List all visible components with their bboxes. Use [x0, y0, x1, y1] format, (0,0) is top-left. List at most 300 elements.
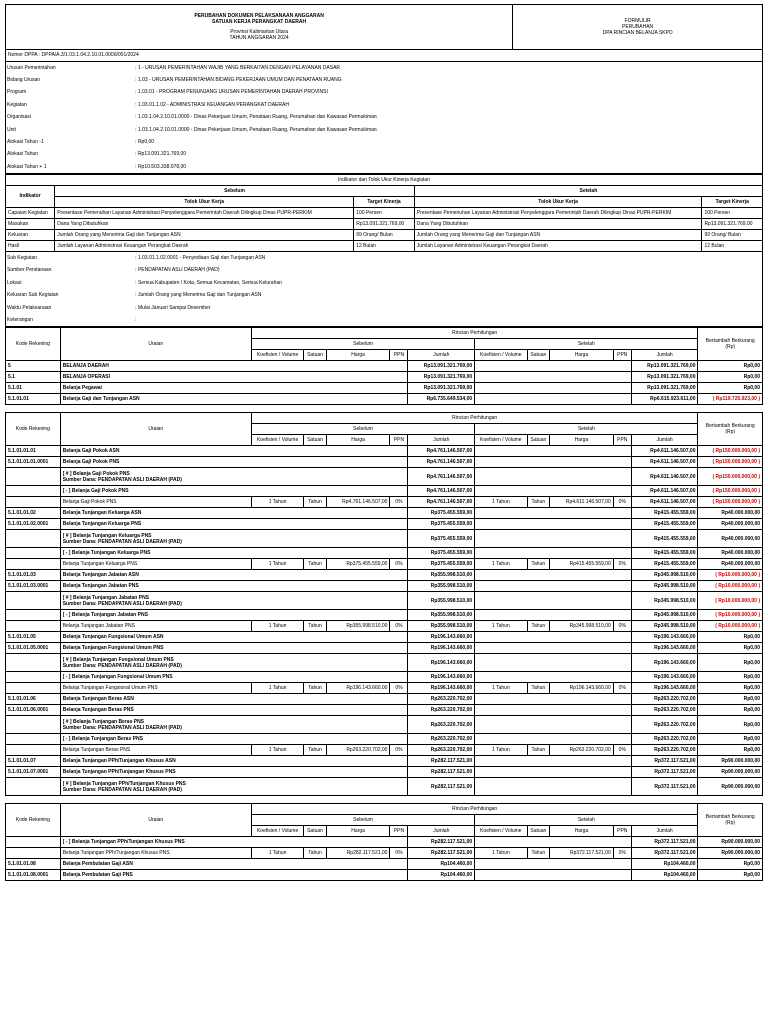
meta-row [7, 99, 761, 111]
meta-value: : Mulai Januari Sampai Desember [135, 304, 211, 311]
tolok-after: Dana Yang Dibutuhkan [414, 219, 702, 230]
meta-value: : Jumlah Orang yang Menerima Gaji dan Tunjangan ASN [135, 292, 262, 299]
meta-value: : 1.03.01.1.02.0001 - Penyediaan Gaji dan Tunjangan ASN [135, 255, 266, 262]
jumlah-cell: Rp263.220.702,00 [408, 705, 475, 716]
jumlah-cell: Rp375.455.559,00 [408, 508, 475, 519]
table-row [6, 672, 763, 683]
empty-cell [475, 694, 632, 705]
selisih-cell: Rp0,00 [698, 870, 763, 881]
selisih-cell: Rp0,00 [698, 683, 763, 694]
jumlah-cell: Rp196.143.660,00 [631, 683, 698, 694]
koef-header: Koefisien / Volume [251, 826, 303, 837]
uraian-text: [ # ] Belanja Tunjangan Keluarga PNS [62, 532, 152, 539]
meta-label: Sumber Pendanaan [7, 267, 52, 274]
table-row [6, 446, 763, 457]
kode-cell: 5.1.01.01.07.0001 [6, 767, 61, 778]
jumlah-cell: Rp4.611.146.507,00 [631, 446, 698, 457]
selisih-cell: ( Rp10.000.000,00 ) [698, 610, 763, 621]
uraian-cell [60, 486, 408, 497]
empty-cell [475, 446, 632, 457]
meta2-table [7, 252, 761, 326]
satuan-cell: Tahun [304, 559, 326, 570]
selisih-cell: Rp40.000.000,00 [698, 559, 763, 570]
kode-cell: 5.1.01.01.01.0001 [6, 457, 61, 468]
koef-cell: 1 Tahun [475, 497, 527, 508]
selisih-cell: Rp0,00 [698, 383, 763, 394]
meta-value: : 1.03.01 - PROGRAM PENUNJANG URUSAN PEMERINTAHAN DAERAH PROVINSI [135, 89, 328, 96]
jumlah-cell: Rp4.761.146.507,00 [408, 446, 475, 457]
satuan-header: Satuan [527, 350, 549, 361]
target-after: 99 Orang/ Bulan [702, 230, 763, 241]
selisih-cell: ( Rp150.000.000,00 ) [698, 446, 763, 457]
koef-cell: 1 Tahun [251, 621, 303, 632]
meta-value: : Rp0,00 [135, 138, 155, 145]
uraian-text: [ # ] Belanja Tunjangan PPh/Tunjangan Khusus PNS [62, 780, 186, 787]
jumlah-header: Jumlah [408, 350, 475, 361]
selisih-cell: Rp0,00 [698, 745, 763, 756]
jumlah-cell: Rp13.091.321.769,00 [631, 372, 698, 383]
selisih-cell: Rp40.000.000,00 [698, 519, 763, 530]
kode-cell [6, 468, 61, 486]
meta-row [7, 302, 761, 314]
kode-cell [6, 716, 61, 734]
harga-cell: Rp372.117.521,00 [550, 848, 614, 859]
kode-cell: 5.1.01.01.01 [6, 446, 61, 457]
koef-header: Koefisien / Volume [475, 350, 527, 361]
table-row [6, 705, 763, 716]
header-title-cell [6, 5, 513, 50]
kode-cell: 5.1.01.01.05.0001 [6, 643, 61, 654]
form-label-3: DPA RINCIAN BELANJA SKPD [602, 30, 673, 37]
jumlah-cell: Rp6.615.923.611,00 [631, 394, 698, 405]
meta-label: Waktu Pelaksanaan [7, 304, 52, 311]
header-form-cell [513, 5, 763, 50]
jumlah-cell: Rp4.761.146.507,00 [408, 468, 475, 486]
selisih-cell: Rp90.000.000,00 [698, 756, 763, 767]
satuan-cell: Tahun [527, 848, 549, 859]
tolok-before: Jumlah Layanan Administrasi Keuangan Perangkat Daerah [55, 241, 354, 252]
ppn-cell: 0% [390, 683, 408, 694]
jumlah-cell: Rp372.117.521,00 [631, 778, 698, 796]
uraian-cell [60, 756, 408, 767]
meta-value: : [135, 317, 137, 324]
sumber-dana: Sumber Dana: PENDAPATAN ASLI DAERAH (PAD) [62, 600, 182, 607]
table-row [6, 581, 763, 592]
jumlah-cell: Rp263.220.702,00 [631, 734, 698, 745]
satuan-cell: Tahun [527, 683, 549, 694]
selisih-cell: Rp0,00 [698, 361, 763, 372]
jumlah-cell: Rp355.998.510,00 [408, 621, 475, 632]
empty-cell [475, 610, 632, 621]
satuan-cell: Tahun [527, 745, 549, 756]
uraian-text: Belanja Gaji dan Tunjangan ASN [62, 396, 140, 403]
uraian-cell [60, 468, 408, 486]
table-row [6, 643, 763, 654]
uraian-cell [60, 530, 408, 548]
empty-cell [475, 592, 632, 610]
selisih-cell: ( Rp10.000.000,00 ) [698, 570, 763, 581]
uraian-text: Belanja Tunjangan Beras ASN [62, 696, 134, 703]
rincian-head-row [6, 328, 763, 339]
jumlah-cell: Rp263.220.702,00 [408, 694, 475, 705]
koef-header: Koefisien / Volume [475, 435, 527, 446]
uraian-text: [ # ] Belanja Tunjangan Beras PNS [62, 718, 145, 725]
jumlah-cell: Rp13.091.321.769,00 [408, 383, 475, 394]
ppn-header: PPN [613, 350, 631, 361]
table-row [6, 383, 763, 394]
uraian-cell [60, 548, 408, 559]
tolok-header-2: Tolok Ukur Kerja [414, 197, 702, 208]
setelah-header: Setelah [475, 815, 698, 826]
ppn-cell: 0% [613, 621, 631, 632]
uraian-text: BELANJA OPERASI [62, 374, 111, 381]
empty-cell [475, 548, 632, 559]
meta-value: : PENDAPATAN ASLI DAERAH (PAD) [135, 267, 220, 274]
selisih-cell: Rp40.000.000,00 [698, 508, 763, 519]
kode-cell [6, 745, 61, 756]
jumlah-cell: Rp196.143.660,00 [408, 643, 475, 654]
harga-cell: Rp345.998.510,00 [550, 621, 614, 632]
selisih-cell: ( Rp150.000.000,00 ) [698, 497, 763, 508]
target-header-1: Target Kinerja [354, 197, 415, 208]
indicator-name: Hasil [6, 241, 55, 252]
kode-cell [6, 654, 61, 672]
jumlah-cell: Rp355.998.510,00 [408, 581, 475, 592]
harga-cell: Rp4.761.146.507,00 [326, 497, 390, 508]
ppn-header: PPN [390, 826, 408, 837]
table-row [6, 468, 763, 486]
table-row [6, 745, 763, 756]
header-title-1: PERUBAHAN DOKUMEN PELAKSANAAN ANGGARAN [194, 13, 324, 19]
indicator-row [6, 208, 763, 219]
jumlah-cell: Rp372.117.521,00 [631, 848, 698, 859]
kode-cell: 5.1 [6, 372, 61, 383]
rincian-table-detail [5, 412, 763, 796]
uraian-cell [60, 508, 408, 519]
empty-cell [475, 716, 632, 734]
table-row [6, 837, 763, 848]
satuan-cell: Tahun [527, 621, 549, 632]
ppn-cell: 0% [390, 745, 408, 756]
harga-cell: Rp196.143.660,00 [550, 683, 614, 694]
jumlah-cell: Rp4.761.146.507,00 [408, 457, 475, 468]
selisih-cell: ( Rp10.000.000,00 ) [698, 592, 763, 610]
jumlah-cell: Rp196.143.660,00 [408, 683, 475, 694]
table-row [6, 778, 763, 796]
uraian-cell [60, 694, 408, 705]
jumlah-cell: Rp4.611.146.507,00 [631, 457, 698, 468]
uraian-cell [60, 446, 408, 457]
selisih-cell: ( Rp10.000.000,00 ) [698, 621, 763, 632]
uraian-cell: Belanja Tunjangan Keluarga PNS [60, 559, 251, 570]
meta-value: : 1.03.1.04.2.10.01.0000 - Dinas Pekerjaan Umum, Penataan Ruang, Perumahan dan Kawasan Permukiman [135, 114, 377, 121]
uraian-cell: Belanja Tunjangan Fungsional Umum PNS [60, 683, 251, 694]
kode-cell: 5.1.01.01.02 [6, 508, 61, 519]
meta-value: : 1.03.01.1.02 - ADMINISTRASI KEUANGAN PERANGKAT DAERAH [135, 101, 289, 108]
selisih-cell: ( Rp10.000.000,00 ) [698, 581, 763, 592]
meta2-section [5, 252, 763, 327]
selisih-cell: Rp40.000.000,00 [698, 548, 763, 559]
jumlah-cell: Rp355.998.510,00 [408, 592, 475, 610]
table-row [6, 610, 763, 621]
harga-header: Harga [550, 350, 614, 361]
uraian-text: BELANJA DAERAH [62, 363, 109, 370]
meta-label: Kegiatan [7, 101, 27, 108]
kode-cell [6, 592, 61, 610]
jumlah-cell: Rp263.220.702,00 [408, 716, 475, 734]
ppn-cell: 0% [390, 497, 408, 508]
empty-cell [475, 734, 632, 745]
koef-cell: 1 Tahun [251, 497, 303, 508]
uraian-cell [60, 383, 408, 394]
indicator-table [5, 174, 763, 252]
jumlah-cell: Rp196.143.660,00 [408, 654, 475, 672]
meta-value: : Rp13.091.321.769,00 [135, 151, 187, 158]
kode-cell [6, 559, 61, 570]
uraian-text: [ # ] Belanja Tunjangan Fungsional Umum PNS [62, 656, 174, 663]
harga-cell: Rp282.117.521,00 [326, 848, 390, 859]
kode-cell [6, 734, 61, 745]
meta-value: : Semua Kabupaten / Kota, Semua Kecamatan, Semua Kelurahan [135, 279, 282, 286]
indicator-name: Masukan [6, 219, 55, 230]
table-row [6, 734, 763, 745]
target-before: 12 Bulan [354, 241, 415, 252]
harga-cell: Rp196.143.660,00 [326, 683, 390, 694]
uraian-cell [60, 519, 408, 530]
empty-cell [475, 837, 632, 848]
empty-cell [475, 778, 632, 796]
koef-header: Koefisien / Volume [251, 350, 303, 361]
empty-cell [475, 643, 632, 654]
meta-row [7, 148, 761, 160]
jumlah-cell: Rp415.455.559,00 [631, 508, 698, 519]
table-row [6, 519, 763, 530]
empty-cell [475, 486, 632, 497]
uraian-cell [60, 654, 408, 672]
jumlah-cell: Rp196.143.660,00 [631, 672, 698, 683]
ppn-header: PPN [390, 435, 408, 446]
table-row [6, 683, 763, 694]
sebelum-header: Sebelum [251, 424, 474, 435]
harga-header: Harga [326, 350, 390, 361]
jumlah-cell: Rp13.091.321.769,00 [631, 383, 698, 394]
koef-cell: 1 Tahun [475, 621, 527, 632]
meta-value: : Rp10.503.338.078,00 [135, 163, 187, 170]
sebelum-header: Sebelum [251, 815, 474, 826]
jumlah-cell: Rp263.220.702,00 [631, 694, 698, 705]
empty-cell [475, 672, 632, 683]
table-row [6, 508, 763, 519]
selisih-cell: ( Rp150.000.000,00 ) [698, 486, 763, 497]
meta-label: Organisasi [7, 114, 31, 121]
kode-cell [6, 530, 61, 548]
uraian-cell [60, 394, 408, 405]
form-label-2: PERUBAHAN [622, 23, 654, 30]
uraian-text: Belanja Tunjangan Fungsional Umum ASN [62, 634, 164, 641]
kode-header: Kode Rekening [6, 413, 61, 446]
uraian-header: Uraian [60, 328, 251, 361]
meta-label: Alokasi Tahun -1 [7, 138, 44, 145]
selisih-cell: Rp0,00 [698, 643, 763, 654]
uraian-cell [60, 705, 408, 716]
sumber-dana: Sumber Dana: PENDAPATAN ASLI DAERAH (PAD) [62, 662, 182, 669]
jumlah-cell: Rp345.998.510,00 [631, 621, 698, 632]
uraian-cell [60, 870, 408, 881]
indicator-title: Indikator dan Tolok Ukur Kinerja Kegiatan [6, 175, 763, 186]
jumlah-cell: Rp263.220.702,00 [408, 734, 475, 745]
table-row [6, 859, 763, 870]
meta-label: Alokasi Tahun [7, 151, 39, 158]
uraian-text: Belanja Gaji Pokok PNS [62, 459, 120, 466]
jumlah-cell: Rp104.460,00 [631, 870, 698, 881]
satuan-cell: Tahun [527, 559, 549, 570]
jumlah-cell: Rp263.220.702,00 [631, 745, 698, 756]
ppn-cell: 0% [613, 745, 631, 756]
jumlah-cell: Rp196.143.660,00 [631, 632, 698, 643]
meta-row [7, 123, 761, 135]
uraian-text: Belanja Tunjangan Jabatan PNS [62, 583, 139, 590]
empty-cell [475, 468, 632, 486]
target-after: 100 Persen [702, 208, 763, 219]
jumlah-cell: Rp372.117.521,00 [631, 756, 698, 767]
indicator-row [6, 219, 763, 230]
jumlah-cell: Rp104.460,00 [631, 859, 698, 870]
uraian-text: [ - ] Belanja Tunjangan Keluarga PNS [62, 550, 151, 557]
empty-cell [475, 508, 632, 519]
meta-row [7, 136, 761, 148]
ppn-cell: 0% [390, 848, 408, 859]
jumlah-cell: Rp4.761.146.507,00 [408, 497, 475, 508]
koef-cell: 1 Tahun [475, 683, 527, 694]
uraian-text: Belanja Gaji Pokok ASN [62, 448, 120, 455]
dpa-number-row [5, 50, 763, 62]
selisih-cell: Rp0,00 [698, 859, 763, 870]
meta-label: Urusan Pemerintahan [7, 64, 56, 71]
meta-label: Lokasi [7, 279, 22, 286]
meta-label: Keterangan [7, 317, 33, 324]
kode-cell [6, 621, 61, 632]
satuan-header: Satuan [304, 826, 326, 837]
jumlah-cell: Rp375.455.559,00 [408, 530, 475, 548]
harga-cell: Rp263.220.702,00 [550, 745, 614, 756]
satuan-cell: Tahun [304, 745, 326, 756]
sumber-dana: Sumber Dana: PENDAPATAN ASLI DAERAH (PAD) [62, 538, 182, 545]
empty-cell [475, 581, 632, 592]
kode-cell [6, 486, 61, 497]
header-province: Provinsi Kalimantan Utara [230, 28, 288, 35]
kode-cell: 5.1.01.01.05 [6, 632, 61, 643]
uraian-text: Belanja Tunjangan Beras PNS [62, 707, 134, 714]
uraian-header: Uraian [60, 413, 251, 446]
jumlah-header: Jumlah [631, 350, 698, 361]
kode-header: Kode Rekening [6, 804, 61, 837]
meta-row [7, 111, 761, 123]
selisih-cell: Rp0,00 [698, 654, 763, 672]
ppn-header: PPN [390, 350, 408, 361]
meta-row [7, 289, 761, 301]
meta-label: Alokasi Tahun + 1 [7, 163, 47, 170]
table-row [6, 497, 763, 508]
satuan-cell: Tahun [304, 683, 326, 694]
kode-cell: 5.1.01.01.08 [6, 859, 61, 870]
jumlah-cell: Rp13.091.321.769,00 [408, 372, 475, 383]
jumlah-cell: Rp13.091.321.769,00 [631, 361, 698, 372]
harga-header: Harga [550, 826, 614, 837]
jumlah-header: Jumlah [631, 435, 698, 446]
table-row [6, 632, 763, 643]
sumber-dana: Sumber Dana: PENDAPATAN ASLI DAERAH (PAD) [62, 724, 182, 731]
rincian-head-row [6, 413, 763, 424]
uraian-text: [ # ] Belanja Tunjangan Jabatan PNS [62, 594, 150, 601]
jumlah-cell: Rp375.455.559,00 [408, 548, 475, 559]
selisih-cell: Rp0,00 [698, 716, 763, 734]
bertambah-header: Bertambah Berkurang (Rp) [698, 804, 763, 837]
harga-cell: Rp263.220.702,00 [326, 745, 390, 756]
kode-cell: 5.1.01.01.08.0001 [6, 870, 61, 881]
tolok-after: Presentase Pemenuhan Layanan Administrasi Penyelenggara Pemerintah Daerah Dilingkup Dinas PUPR-PERKIM [414, 208, 702, 219]
jumlah-cell: Rp263.220.702,00 [631, 705, 698, 716]
empty-cell [475, 767, 632, 778]
jumlah-cell: Rp4.611.146.507,00 [631, 486, 698, 497]
jumlah-cell: Rp282.117.521,00 [408, 756, 475, 767]
uraian-cell [60, 672, 408, 683]
ppn-header: PPN [613, 826, 631, 837]
jumlah-cell: Rp104.460,00 [408, 870, 475, 881]
meta-row [7, 314, 761, 326]
table-row [6, 559, 763, 570]
indicator-name: Keluaran [6, 230, 55, 241]
jumlah-cell: Rp196.143.660,00 [408, 672, 475, 683]
harga-cell: Rp355.998.510,00 [326, 621, 390, 632]
harga-cell: Rp4.611.146.507,00 [550, 497, 614, 508]
uraian-cell: Belanja Tunjangan PPh/Tunjangan Khusus PNS [60, 848, 251, 859]
header-title-2: SATUAN KERJA PERANGKAT DAERAH [212, 19, 307, 26]
selisih-cell: Rp40.000.000,00 [698, 530, 763, 548]
table-row [6, 394, 763, 405]
koef-cell: 1 Tahun [251, 745, 303, 756]
kode-cell: 5 [6, 361, 61, 372]
uraian-text: Belanja Pegawai [62, 385, 102, 392]
kode-cell [6, 778, 61, 796]
rincian-table-summary [5, 327, 763, 405]
selisih-cell: Rp0,00 [698, 734, 763, 745]
ppn-cell: 0% [390, 559, 408, 570]
uraian-text: Belanja Tunjangan Fungsional Umum PNS [62, 645, 164, 652]
uraian-text: [ # ] Belanja Gaji Pokok PNS [62, 470, 130, 477]
setelah-header: Setelah [475, 424, 698, 435]
kode-cell [6, 497, 61, 508]
koef-cell: 1 Tahun [251, 559, 303, 570]
koef-cell: 1 Tahun [251, 848, 303, 859]
table-row [6, 530, 763, 548]
sebelum-header: Sebelum [251, 339, 474, 350]
ppn-header: PPN [613, 435, 631, 446]
uraian-text: Belanja Tunjangan Keluarga PNS [62, 521, 142, 528]
empty-cell [475, 654, 632, 672]
jumlah-cell: Rp375.455.559,00 [408, 519, 475, 530]
document-header [5, 4, 763, 50]
meta-section [5, 62, 763, 175]
jumlah-cell: Rp345.998.510,00 [631, 592, 698, 610]
empty-cell [475, 530, 632, 548]
uraian-text: Belanja Pembulatan Gaji ASN [62, 861, 133, 868]
kode-cell: 5.1.01.01.03 [6, 570, 61, 581]
selisih-cell: ( Rp150.000.000,00 ) [698, 457, 763, 468]
jumlah-cell: Rp415.455.559,00 [631, 519, 698, 530]
tolok-before: Presentase Pemenuhan Layanan Administrasi Penyelenggara Pemerintah Daerah Dilingkup Dinas PUPR-PERKIM [55, 208, 354, 219]
selisih-cell: Rp0,00 [698, 705, 763, 716]
kode-cell [6, 683, 61, 694]
